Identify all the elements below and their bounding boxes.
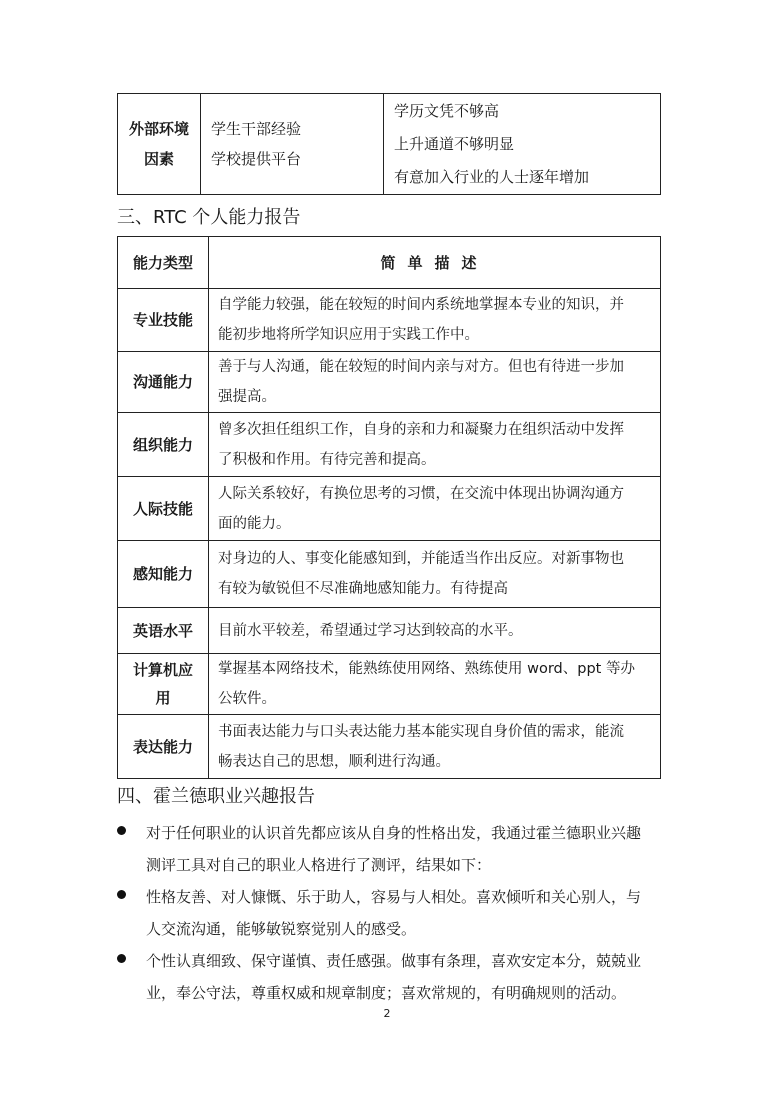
bullet-icon: [117, 890, 126, 899]
table-row: [118, 654, 661, 715]
ability-description: 人际关系较好，有换位思考的习惯，在交流中体现出协调沟通方 面的能力。: [209, 477, 661, 541]
header-ability-type: 能力类型: [118, 237, 209, 289]
ability-description: 曾多次担任组织工作，自身的亲和力和凝聚力在组织活动中发挥 了积极和作用。有待完善和提高。: [209, 413, 661, 477]
ability-description: 对身边的人、事变化能感知到，并能适当作出反应。对新事物也 有较为敏锐但不尽准确地感知能力。有待提高: [209, 541, 661, 608]
list-item: 个性认真细致、保守谨慎、责任感强。做事有条理，喜欢安定本分，兢兢业 业，奉公守法，尊重权威和规章制度；喜欢常规的，有明确规则的活动。: [117, 945, 677, 1009]
threats-cell: 学历文凭不够高 上升通道不够明显 有意加入行业的人士逐年增加: [384, 94, 661, 195]
header-description: 简单描述: [209, 237, 661, 289]
table-header-row: [118, 237, 661, 289]
ability-description: 掌握基本网络技术，能熟练使用网络、熟练使用 word、ppt 等办 公软件。: [209, 654, 661, 715]
ability-description: 目前水平较差，希望通过学习达到较高的水平。: [209, 608, 661, 654]
ability-type: 专业技能: [118, 289, 209, 352]
ability-type: 沟通能力: [118, 352, 209, 413]
ability-description: 善于与人沟通，能在较短的时间内亲与对方。但也有待进一步加 强提高。: [209, 352, 661, 413]
list-item: 对于任何职业的认识首先都应该从自身的性格出发，我通过霍兰德职业兴趣 测评工具对自己的职业人格进行了测评，结果如下：: [117, 817, 677, 881]
list-item: 性格友善、对人慷慨、乐于助人，容易与人相处。喜欢倾听和关心别人，与 人交流沟通，能够敏锐察觉别人的感受。: [117, 881, 677, 945]
table-row: [118, 94, 661, 195]
ability-type: 人际技能: [118, 477, 209, 541]
table-row: [118, 477, 661, 541]
external-factors-label: 外部环境 因素: [118, 94, 201, 195]
section-4-heading: 四、霍兰德职业兴趣报告: [117, 786, 315, 807]
table-row: [118, 541, 661, 608]
table-row: [118, 715, 661, 779]
opportunities-cell: 学生干部经验 学校提供平台: [201, 94, 384, 195]
table-row: [118, 289, 661, 352]
ability-description: 书面表达能力与口头表达能力基本能实现自身价值的需求，能流 畅表达自己的思想，顺利进行沟通。: [209, 715, 661, 779]
table-row: [118, 608, 661, 654]
ability-type: 表达能力: [118, 715, 209, 779]
holland-bullet-list: [117, 817, 677, 1009]
ability-type: 英语水平: [118, 608, 209, 654]
bullet-icon: [117, 954, 126, 963]
page-number: 2: [383, 1007, 391, 1020]
ability-type: 计算机应 用: [118, 654, 209, 715]
ability-table: [117, 236, 661, 779]
ability-type: 感知能力: [118, 541, 209, 608]
ability-description: 自学能力较强，能在较短的时间内系统地掌握本专业的知识，并 能初步地将所学知识应用于实践工作中。: [209, 289, 661, 352]
bullet-icon: [117, 826, 126, 835]
table-row: [118, 352, 661, 413]
table-row: [118, 413, 661, 477]
swot-table-continued: [117, 93, 661, 195]
section-3-heading: 三、RTC 个人能力报告: [117, 207, 301, 228]
ability-type: 组织能力: [118, 413, 209, 477]
